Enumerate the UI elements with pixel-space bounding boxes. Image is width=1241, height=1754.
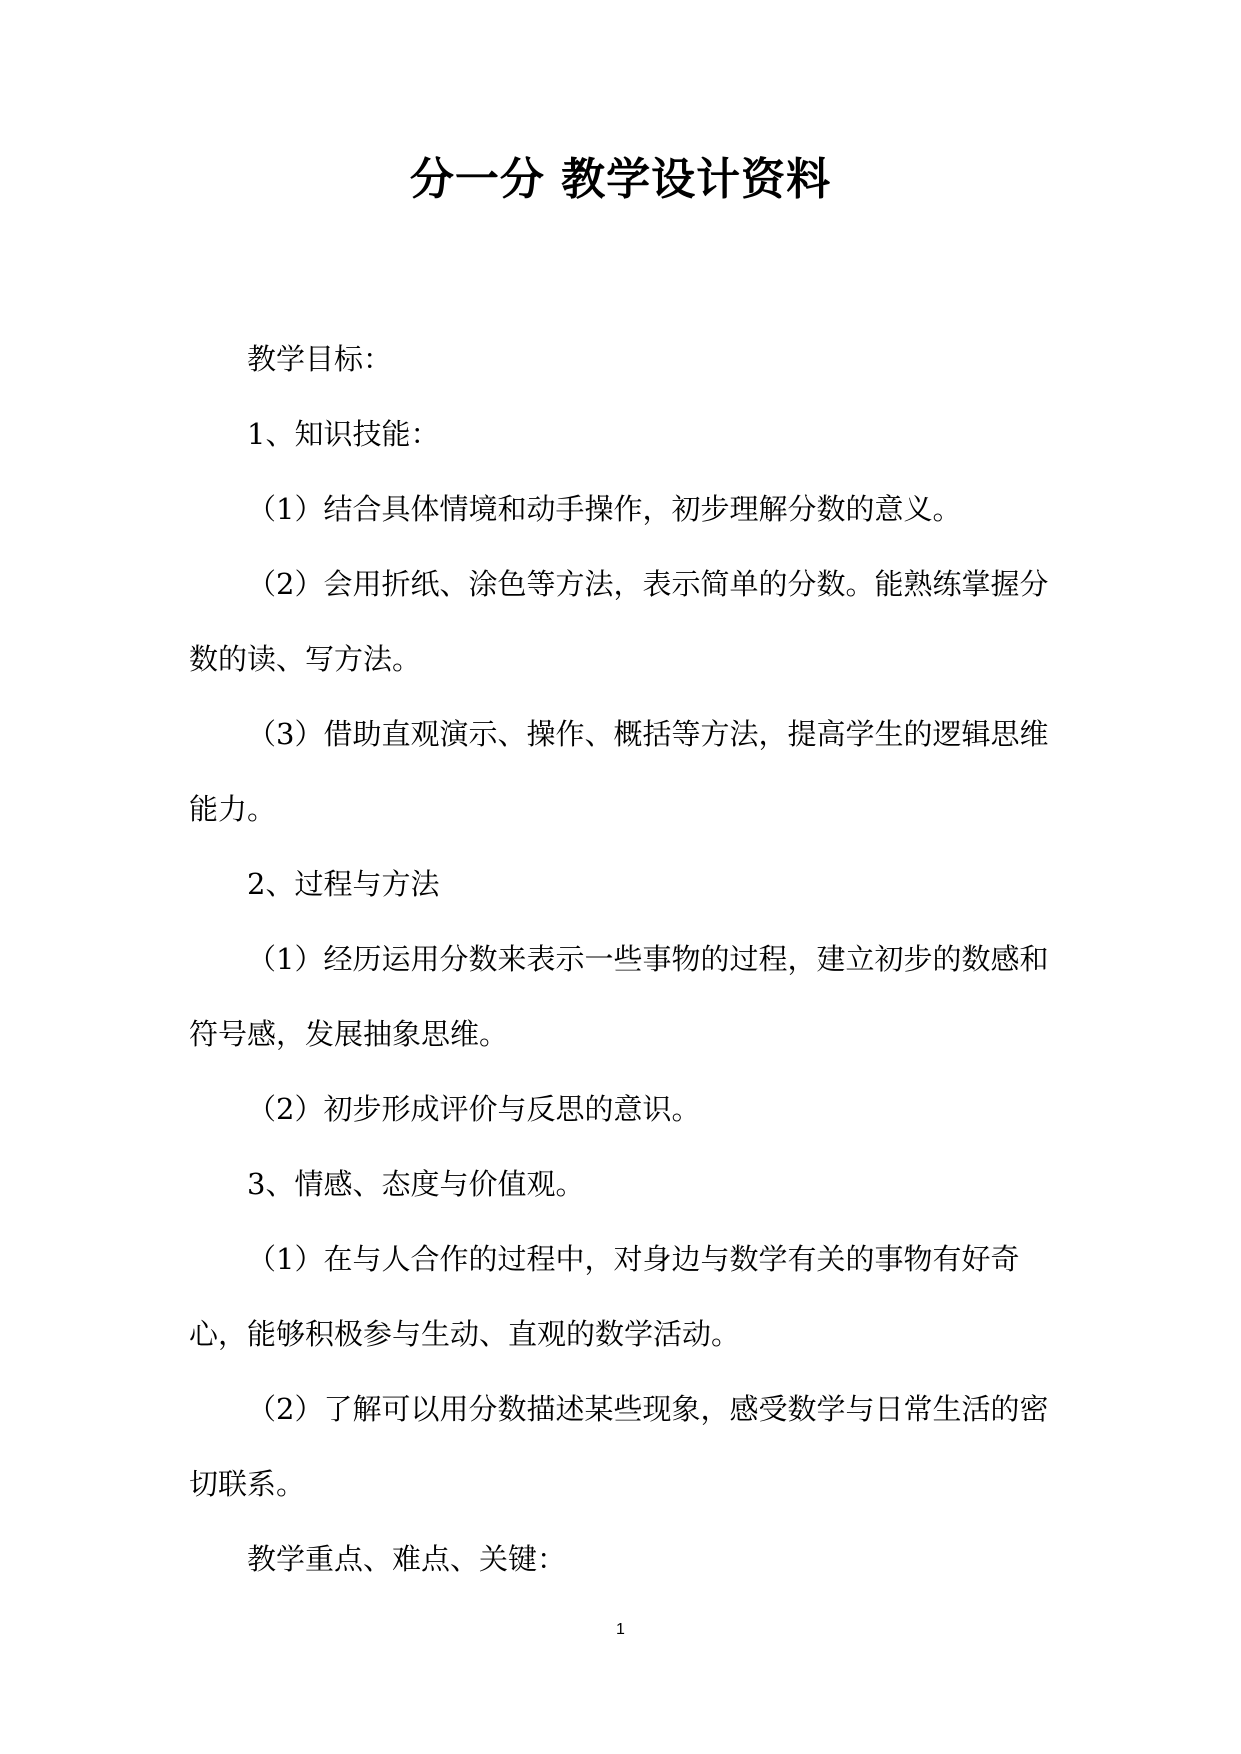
paragraph-objectives-heading: 教学目标： [247,342,393,376]
paragraph-item: （1）经历运用分数来表示一些事物的过程，建立初步的数感和符号感，发展抽象思维。 [189,942,1049,1051]
page-number: 1 [616,1621,625,1638]
paragraph-knowledge-skills: 1、知识技能： [247,417,440,451]
paragraph-item: （3）借助直观演示、操作、概括等方法，提高学生的逻辑思维能力。 [189,717,1049,826]
paragraph-item: （1）结合具体情境和动手操作，初步理解分数的意义。 [247,492,962,526]
paragraph-item: （1）在与人合作的过程中，对身边与数学有关的事物有好奇心，能够积极参与生动、直观的数学活动。 [189,1242,1020,1351]
paragraph-item: （2）了解可以用分数描述某些现象，感受数学与日常生活的密切联系。 [189,1392,1049,1501]
paragraph-item: （2）初步形成评价与反思的意识。 [247,1092,701,1126]
document-title: 分一分 教学设计资料 [409,154,832,205]
paragraph-process-methods: 2、过程与方法 [247,867,440,901]
document-body [189,322,1055,1597]
paragraph-emotion-values: 3、情感、态度与价值观。 [247,1167,585,1201]
paragraph-item: （2）会用折纸、涂色等方法，表示简单的分数。能熟练掌握分数的读、写方法。 [189,567,1049,676]
paragraph-key-points-heading: 教学重点、难点、关键： [247,1542,567,1576]
